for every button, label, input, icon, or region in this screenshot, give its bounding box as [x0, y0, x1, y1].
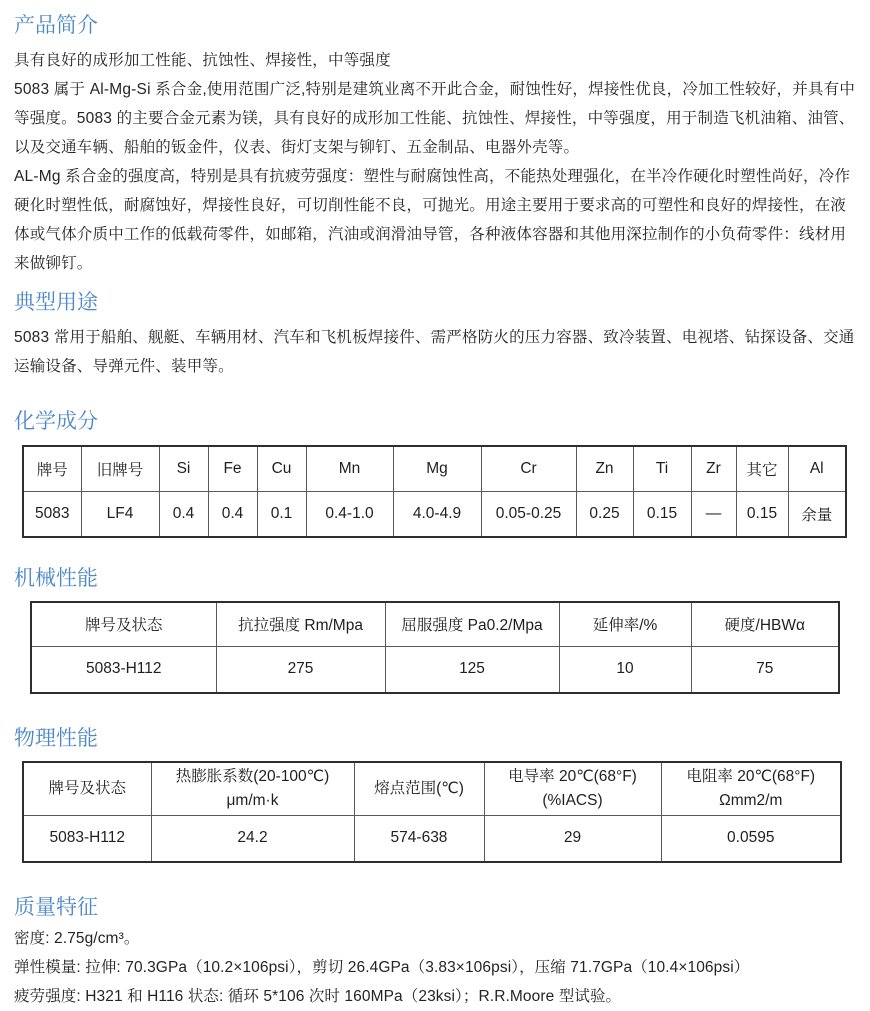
mechanical-properties-table	[30, 601, 840, 694]
table-cell: 125	[385, 646, 559, 693]
table-header-cell: Cu	[257, 446, 306, 491]
table-cell: 5083-H112	[23, 815, 151, 862]
table-cell: 24.2	[151, 815, 354, 862]
quality-density-line: 密度: 2.75g/cm³。	[14, 930, 140, 947]
chemical-title: 化学成分	[14, 409, 98, 433]
table-cell: 275	[216, 646, 385, 693]
uses-paragraph: 5083 常用于船舶、舰艇、车辆用材、汽车和飞机板焊接件、需严格防火的压力容器、致冷装置、电视塔、钻探设备、交通运输设备、导弹元件、装甲等。	[14, 329, 855, 375]
quality-fatigue-strength-line: 疲劳强度: H321 和 H116 状态: 循环 5*106 次时 160MPa（23ksi）；R.R.Moore 型试验。	[14, 988, 622, 1005]
table-header-cell	[151, 762, 354, 815]
table-row	[31, 646, 839, 693]
table-cell: 0.15	[633, 491, 691, 537]
section-uses	[14, 289, 856, 381]
quality-title: 质量特征	[14, 895, 98, 919]
table-cell: 29	[484, 815, 661, 862]
table-cell: 0.15	[736, 491, 788, 537]
intro-paragraph: AL-Mg 系合金的强度高，特别是具有抗疲劳强度：塑性与耐腐蚀性高，不能热处理强化，在半冷作硬化时塑性尚好，冷作硬化时塑性低，耐腐蚀好，焊接性良好，可切削性能不良，可抛光。用途主要用于要求高的可塑性和良好的焊接性，在液体或气体介质中工作的低载荷零件，如邮箱，汽油或润滑油导管，各种液体容器和其他用深拉制作的小负荷零件：线材用来做铆钉。	[14, 168, 851, 272]
physical-title: 物理性能	[14, 726, 98, 750]
table-header-cell: 屈服强度 Pa0.2/Mpa	[385, 602, 559, 646]
table-header-cell: 抗拉强度 Rm/Mpa	[216, 602, 385, 646]
section-physical	[14, 725, 856, 863]
intro-title: 产品简介	[14, 13, 98, 37]
table-header-cell: Fe	[208, 446, 257, 491]
table-cell: 0.1	[257, 491, 306, 537]
table-header-cell: 其它	[736, 446, 788, 491]
table-cell: —	[691, 491, 736, 537]
table-header-row	[31, 602, 839, 646]
table-header-cell: 牌号	[23, 446, 81, 491]
table-cell: 5083	[23, 491, 81, 537]
table-header-cell: Mg	[393, 446, 481, 491]
header-line: 电阻率 20℃(68°F)	[686, 767, 816, 785]
table-cell: 5083-H112	[31, 646, 216, 693]
table-header-cell: Al	[788, 446, 846, 491]
header-line: Ωmm2/m	[719, 791, 783, 809]
table-row	[23, 491, 846, 537]
table-cell: 574-638	[354, 815, 484, 862]
table-header-cell: 延伸率/%	[559, 602, 691, 646]
table-header-cell: Mn	[306, 446, 393, 491]
section-mechanical	[14, 565, 856, 694]
table-header-cell: Cr	[481, 446, 576, 491]
chemical-composition-table	[22, 445, 847, 538]
header-line: 牌号及状态	[48, 779, 126, 797]
table-cell: 余量	[788, 491, 846, 537]
table-cell: 0.05-0.25	[481, 491, 576, 537]
header-line: 电导率 20℃(68°F)	[508, 767, 637, 785]
table-cell: 0.25	[576, 491, 633, 537]
table-header-cell: 旧牌号	[81, 446, 159, 491]
table-header-cell: Ti	[633, 446, 691, 491]
table-cell: 10	[559, 646, 691, 693]
table-cell: LF4	[81, 491, 159, 537]
mechanical-title: 机械性能	[14, 566, 98, 590]
table-cell: 4.0-4.9	[393, 491, 481, 537]
table-header-cell	[484, 762, 661, 815]
table-header-cell	[661, 762, 841, 815]
physical-properties-table	[22, 761, 842, 863]
table-header-cell: Zn	[576, 446, 633, 491]
table-header-cell: Zr	[691, 446, 736, 491]
intro-paragraph: 5083 属于 Al-Mg-Si 系合金,使用范围广泛,特别是建筑业离不开此合金，耐蚀性好，焊接性优良，冷加工性较好，并具有中等强度。5083 的主要合金元素为镁，具有良好的成形加工性能、抗蚀性、焊接性，中等强度，用于制造飞机油箱、油管、以及交通车辆、船舶的钣金件，仪表、街灯支架与铆钉、五金制品、电器外壳等。	[14, 81, 856, 156]
table-header-cell: Si	[159, 446, 208, 491]
header-line: 熔点范围(℃)	[374, 779, 464, 797]
table-header-row	[23, 446, 846, 491]
header-line: μm/m·k	[226, 791, 279, 809]
header-line: 热膨胀系数(20-100℃)	[175, 767, 330, 785]
table-cell: 0.4	[159, 491, 208, 537]
section-quality	[14, 894, 856, 1011]
table-cell: 75	[691, 646, 839, 693]
table-header-cell: 硬度/HBWα	[691, 602, 839, 646]
table-cell: 0.4-1.0	[306, 491, 393, 537]
table-cell: 0.0595	[661, 815, 841, 862]
uses-title: 典型用途	[14, 290, 98, 314]
table-header-row	[23, 762, 841, 815]
table-cell: 0.4	[208, 491, 257, 537]
section-chemical	[14, 408, 856, 538]
table-row	[23, 815, 841, 862]
table-header-cell	[354, 762, 484, 815]
table-header-cell: 牌号及状态	[31, 602, 216, 646]
quality-elastic-modulus-line: 弹性模量: 拉伸: 70.3GPa（10.2×106psi），剪切 26.4GPa（3.83×106psi），压缩 71.7GPa（10.4×106psi）	[14, 959, 750, 976]
table-header-cell	[23, 762, 151, 815]
header-line: (%IACS)	[542, 791, 603, 809]
intro-paragraph: 具有良好的成形加工性能、抗蚀性、焊接性，中等强度	[14, 52, 391, 69]
section-intro	[14, 12, 856, 278]
